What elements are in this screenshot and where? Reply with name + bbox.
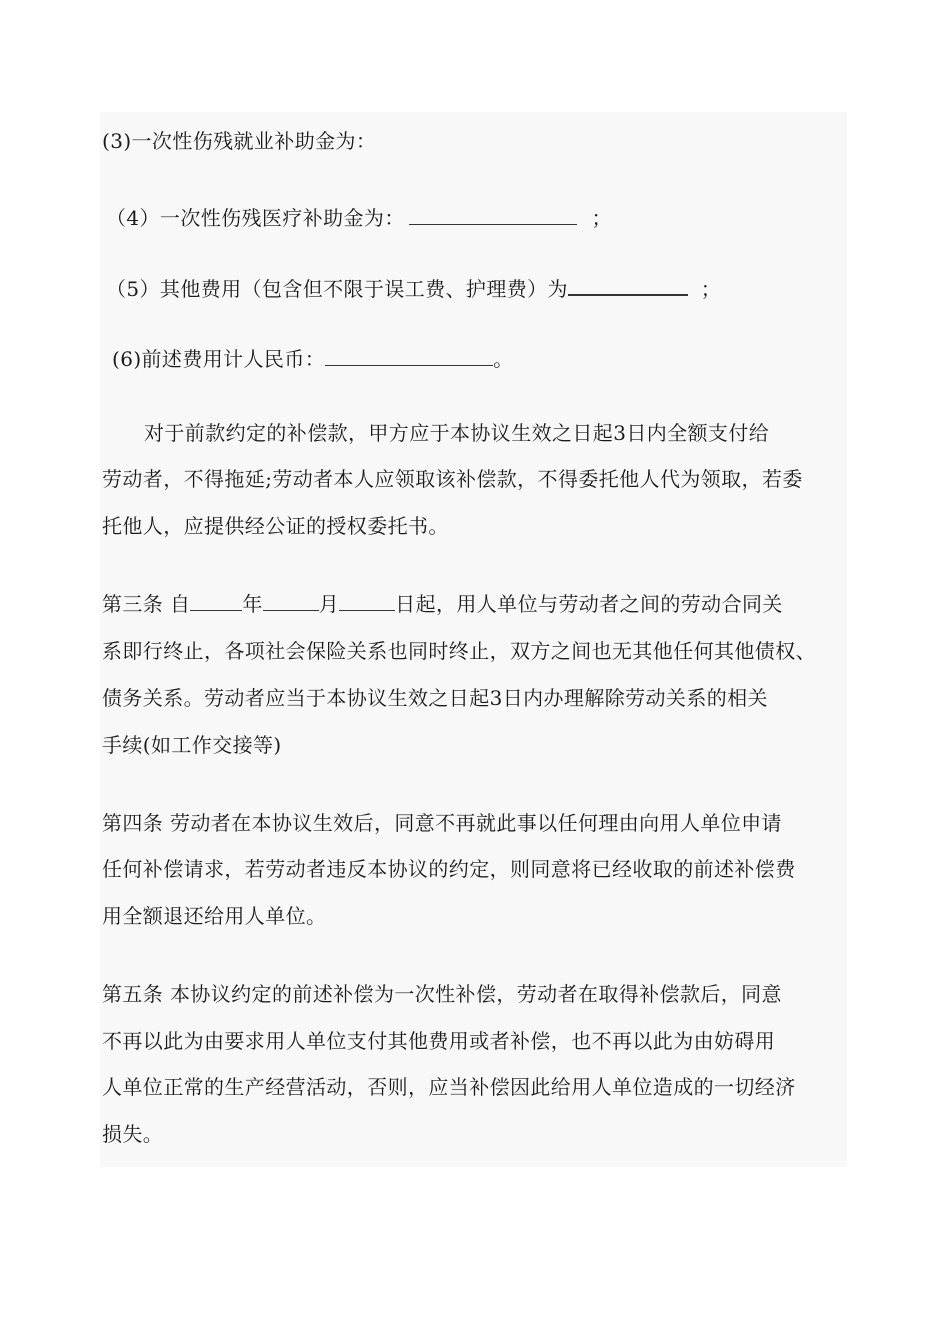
day-blank [339,590,395,611]
article-3-line-4: 手续(如工作交接等) [102,733,282,757]
item-5-blank [568,274,688,296]
article-4-line-2: 任何补偿请求，若劳动者违反本协议的约定，则同意将已经收取的前述补偿费 [102,857,796,881]
article-4-line-1: 第四条 劳动者在本协议生效后，同意不再就此事以任何理由向用人单位申请 [102,811,782,835]
item-4-end: ； [591,206,612,230]
month-blank [263,590,319,611]
item-6-blank [325,345,493,366]
year-label: 年 [242,592,263,616]
item-5-label: （5）其他费用（包含但不限于误工费、护理费）为 [106,277,568,301]
article-5-line-3: 人单位正常的生产经营活动，否则，应当补偿因此给用人单位造成的一切经济 [102,1075,796,1099]
article-5-line-4: 损失。 [102,1122,164,1146]
item-5-end: ； [700,277,722,301]
item-4-blank [409,204,577,225]
payment-para-line-2: 劳动者，不得拖延;劳动者本人应领取该补偿款，不得委托他人代为领取，若委 [102,467,803,491]
article-4-line-3: 用全额退还给用人单位。 [102,904,327,928]
payment-para-line-3: 托他人，应提供经公证的授权委托书。 [102,514,449,538]
item-3: (3)一次性伤残就业补助金为： [102,129,377,153]
article-5-line-1: 第五条 本协议约定的前述补偿为一次性补偿，劳动者在取得补偿款后，同意 [102,982,782,1006]
document-body [100,112,847,1167]
article-3-rest: 日起，用人单位与劳动者之间的劳动合同关 [395,592,783,616]
article-5-line-2: 不再以此为由要求用人单位支付其他费用或者补偿，也不再以此为由妨碍用 [102,1029,776,1053]
item-6 [112,345,514,373]
item-4-label: （4）一次性伤残医疗补助金为： [106,206,405,230]
item-5 [106,274,721,303]
article-3-line-1 [102,590,783,618]
year-blank [190,590,242,611]
article-3-line-3: 债务关系。劳动者应当于本协议生效之日起3日内办理解除劳动关系的相关 [102,686,768,710]
article-3-line-2: 系即行终止，各项社会保险关系也同时终止，双方之间也无其他任何其他债权、 [102,639,816,663]
payment-para-line-1: 对于前款约定的补偿款，甲方应于本协议生效之日起3日内全额支付给 [144,421,770,445]
month-label: 月 [318,592,340,616]
item-6-label: (6)前述费用计人民币： [112,347,326,371]
item-6-end: 。 [493,347,514,371]
item-4 [106,204,612,232]
article-3-prefix: 第三条 自 [102,592,191,616]
